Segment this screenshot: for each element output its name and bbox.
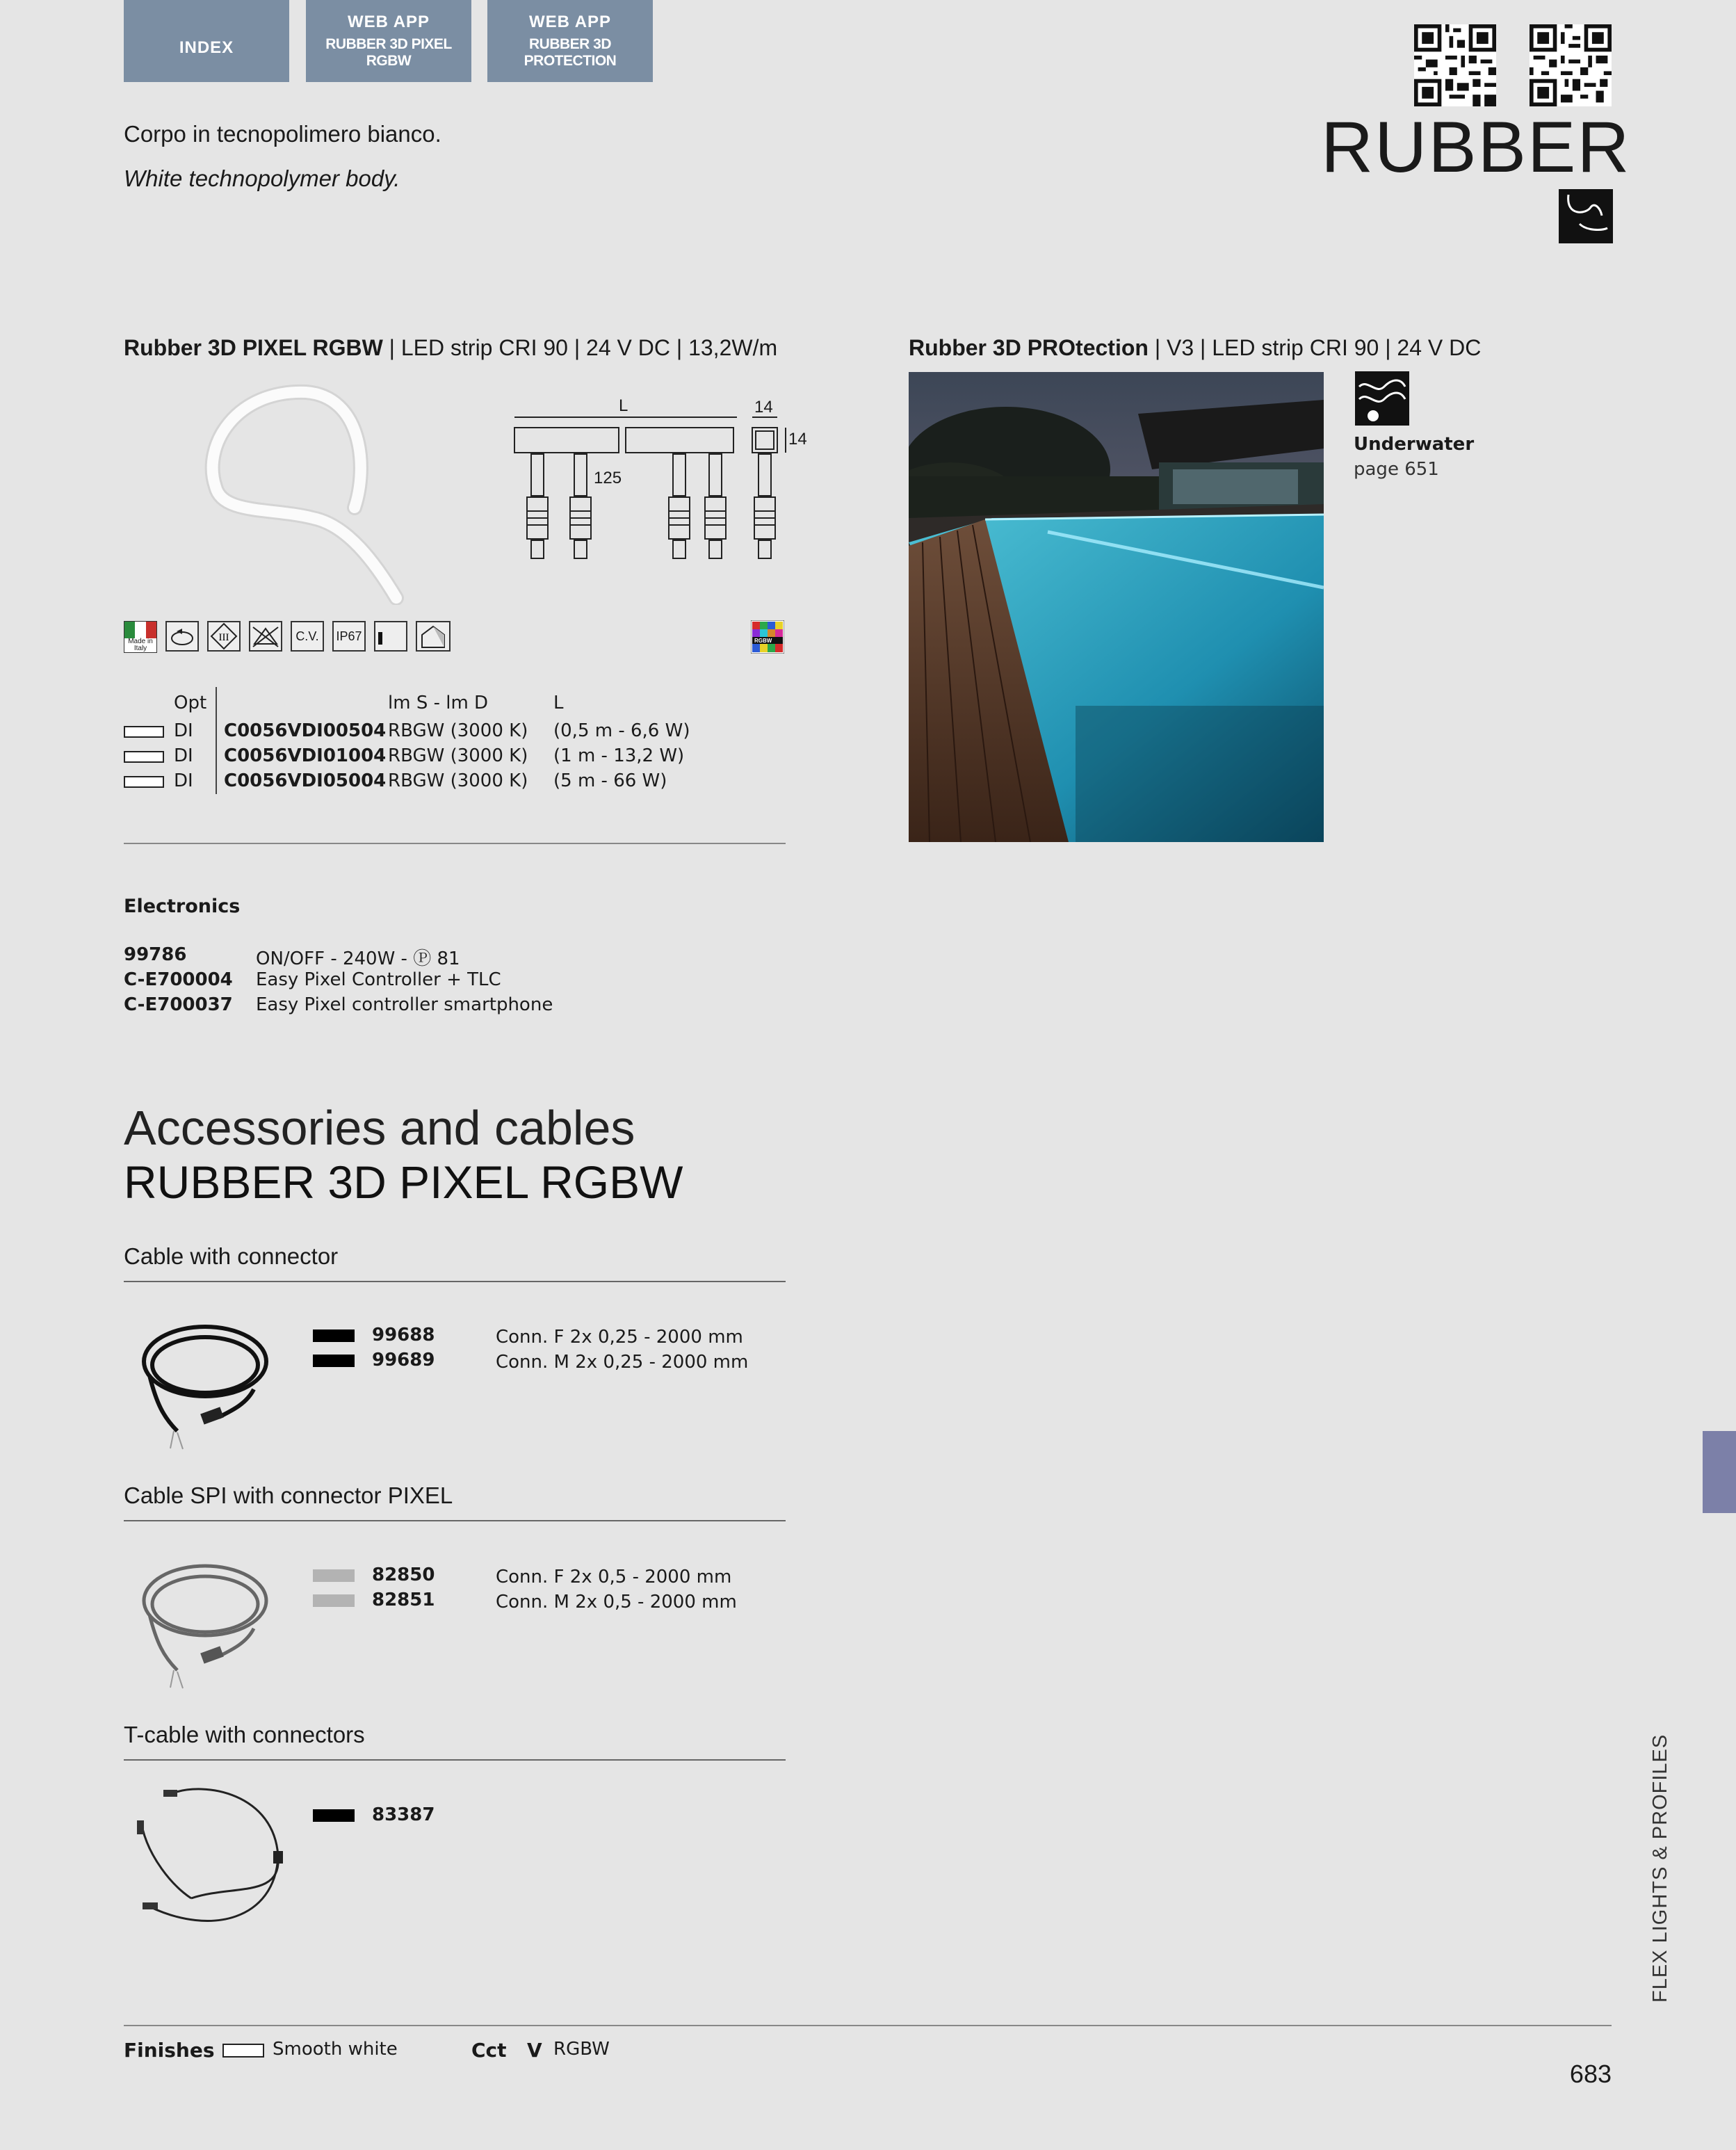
ip67-icon: IP67 <box>332 621 366 652</box>
finish-name: Smooth white <box>273 2039 398 2060</box>
rgbw-icon: RGBW <box>751 620 784 654</box>
electronics-title: Electronics <box>124 896 241 917</box>
intro-italian: Corpo in tecnopolimero bianco. <box>124 121 441 147</box>
indoor-outdoor-icon <box>416 621 451 652</box>
row-code[interactable]: C0056VDI00504 <box>224 720 387 741</box>
dim-pitch-label: 125 <box>594 469 622 487</box>
row-lm: RBGW (3000 K) <box>388 720 528 741</box>
divider <box>124 843 786 844</box>
electronics-desc: Easy Pixel controller smartphone <box>256 994 553 1015</box>
technical-drawing <box>508 393 827 581</box>
pool-photo <box>909 372 1324 842</box>
finish-swatch-black <box>313 1355 355 1367</box>
product2-heading <box>909 335 1481 361</box>
svg-text:III: III <box>218 632 229 643</box>
row-opt: DI <box>174 770 193 791</box>
divider <box>124 1520 786 1521</box>
qr-code-icon[interactable] <box>1414 24 1496 106</box>
electronics-code[interactable]: C-E700037 <box>124 994 233 1015</box>
cct-value: RGBW <box>553 2039 610 2060</box>
class-iii-icon <box>207 621 241 652</box>
table-header-opt: Opt <box>174 693 207 713</box>
row-length: (0,5 m - 6,6 W) <box>553 720 690 741</box>
side-tab[interactable] <box>1703 1431 1736 1513</box>
accessory-code[interactable]: 99689 <box>372 1350 435 1371</box>
surface-mount-icon <box>374 621 407 652</box>
cct-label: Cct <box>471 2039 507 2062</box>
row-opt: DI <box>174 745 193 766</box>
nav-webapp-pixel-button[interactable] <box>306 0 471 82</box>
finishes-label: Finishes <box>124 2039 215 2062</box>
finish-swatch-grey <box>313 1594 355 1607</box>
made-in-italy-icon: Made in Italy <box>124 621 157 653</box>
product1-name: Rubber 3D PIXEL RGBW <box>124 335 383 360</box>
accessories-title: Accessories and cables <box>124 1101 635 1155</box>
row-lm: RBGW (3000 K) <box>388 770 528 791</box>
footer-divider <box>124 2025 1612 2026</box>
accessory-code[interactable]: 82851 <box>372 1590 435 1610</box>
row-opt: DI <box>174 720 193 741</box>
spi-cable-image <box>136 1552 282 1691</box>
divider <box>124 1759 786 1761</box>
cct-code: V <box>527 2039 542 2062</box>
group-title: Cable SPI with connector PIXEL <box>124 1482 453 1508</box>
cable-connector-image <box>136 1313 282 1452</box>
row-code[interactable]: C0056VDI05004 <box>224 770 387 791</box>
row-code[interactable]: C0056VDI01004 <box>224 745 387 766</box>
page-number: 683 <box>1569 2060 1612 2088</box>
dim-width-label: 14 <box>754 398 773 417</box>
nav-webapp-sublabel: RUBBER 3D PIXEL RGBW <box>325 36 452 69</box>
intro-english: White technopolymer body. <box>124 165 400 191</box>
nav-webapp-protection-button[interactable] <box>487 0 653 82</box>
group-title: Cable with connector <box>124 1243 339 1269</box>
product1-spec: | LED strip CRI 90 | 24 V DC | 13,2W/m <box>382 335 778 360</box>
row-length: (5 m - 66 W) <box>553 770 667 791</box>
table-divider <box>216 687 217 794</box>
constant-voltage-icon: C.V. <box>291 621 324 652</box>
finish-swatch-white <box>124 751 164 763</box>
accessory-desc: Conn. M 2x 0,25 - 2000 mm <box>496 1352 749 1373</box>
accessory-code[interactable]: 82850 <box>372 1565 435 1585</box>
accessory-desc: Conn. M 2x 0,5 - 2000 mm <box>496 1592 737 1612</box>
product2-name: Rubber 3D PROtection <box>909 335 1149 360</box>
accessory-code[interactable]: 83387 <box>372 1804 435 1825</box>
nav-webapp-label: WEB APP <box>528 13 612 31</box>
finish-swatch-black <box>313 1809 355 1822</box>
accessory-code[interactable]: 99688 <box>372 1325 435 1345</box>
divider <box>124 1281 786 1282</box>
page-reference-link[interactable]: page 651 <box>1354 459 1439 480</box>
product2-spec: | V3 | LED strip CRI 90 | 24 V DC <box>1148 335 1482 360</box>
led-strip-image <box>195 382 417 605</box>
electronics-desc: Easy Pixel Controller + TLC <box>256 969 501 990</box>
nav-webapp-sublabel: RUBBER 3D PROTECTION <box>524 36 617 69</box>
rotation-icon <box>165 621 199 652</box>
qr-code-icon[interactable] <box>1530 24 1612 106</box>
underwater-label: Underwater <box>1354 434 1475 455</box>
electronics-desc: ON/OFF - 240W - Ⓟ 81 <box>256 948 460 969</box>
brand-title: RUBBER <box>1321 107 1631 188</box>
finish-swatch-white <box>124 776 164 788</box>
nav-webapp-label: WEB APP <box>347 13 430 31</box>
table-header-lm: lm S - lm D <box>388 693 489 713</box>
finish-swatch-black <box>313 1329 355 1342</box>
electronics-code[interactable]: C-E700004 <box>124 969 233 990</box>
row-length: (1 m - 13,2 W) <box>553 745 685 766</box>
accessories-subtitle: RUBBER 3D PIXEL RGBW <box>124 1156 683 1208</box>
section-side-label: FLEX LIGHTS & PROFILES <box>1649 1733 1671 2003</box>
no-insulation-icon <box>249 621 282 652</box>
t-cable-image <box>129 1780 289 1940</box>
accessory-desc: Conn. F 2x 0,25 - 2000 mm <box>496 1327 743 1348</box>
nav-index-label: INDEX <box>179 38 234 57</box>
finish-swatch-white <box>222 2044 264 2058</box>
nav-index-button[interactable] <box>124 0 289 82</box>
product1-heading <box>124 335 777 361</box>
electronics-code[interactable]: 99786 <box>124 944 187 965</box>
finish-swatch-grey <box>313 1569 355 1582</box>
finish-swatch-white <box>124 726 164 738</box>
dim-length-label: L <box>619 396 628 415</box>
group-title: T-cable with connectors <box>124 1722 365 1747</box>
rubber-logo-icon <box>1559 189 1613 243</box>
underwater-icon <box>1355 371 1409 426</box>
table-header-l: L <box>553 693 564 713</box>
accessory-desc: Conn. F 2x 0,5 - 2000 mm <box>496 1567 732 1587</box>
row-lm: RBGW (3000 K) <box>388 745 528 766</box>
dim-height-label: 14 <box>788 430 807 448</box>
